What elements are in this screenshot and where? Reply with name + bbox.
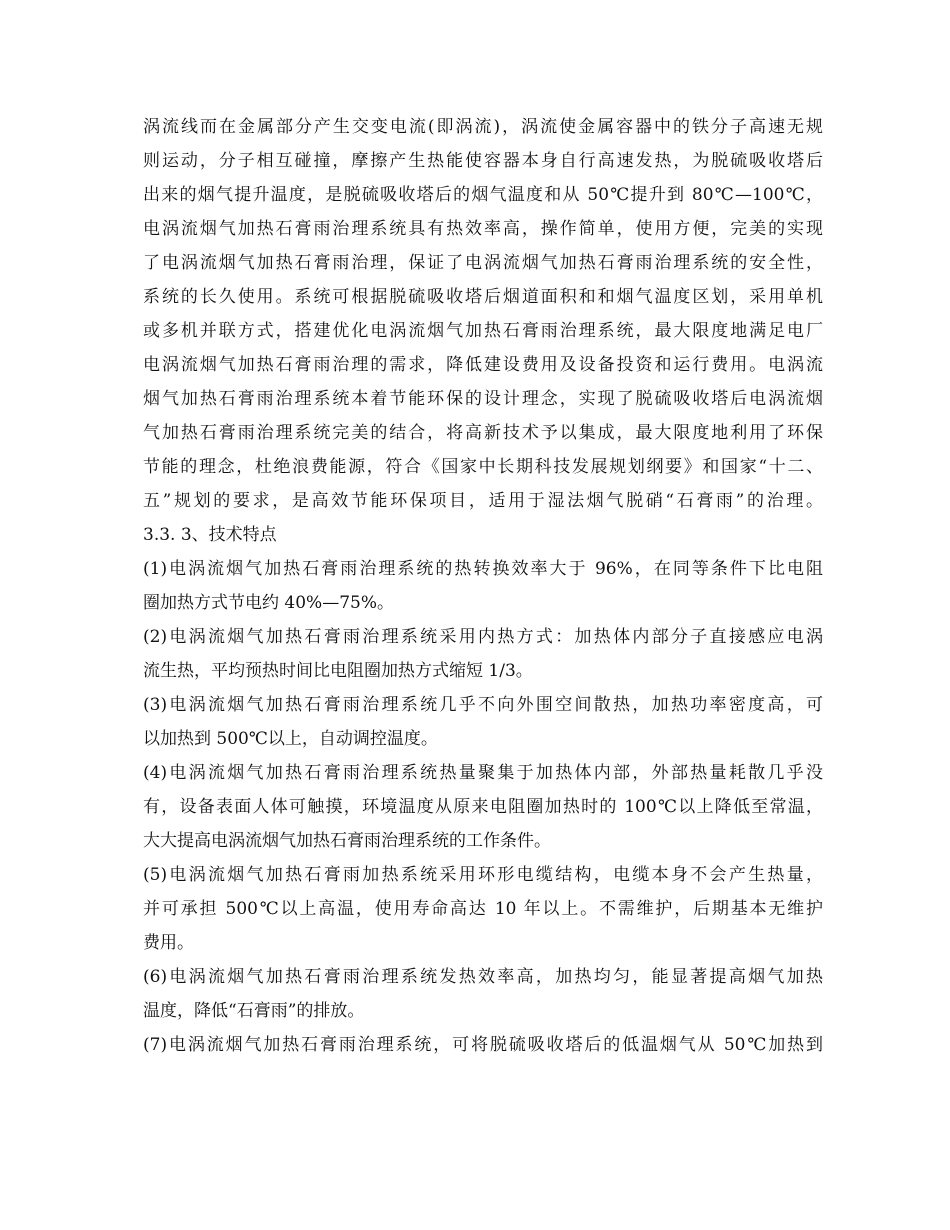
text-line: 或多机并联方式，搭建优化电涡流烟气加热石膏雨治理系统，最大限度地满足电厂 bbox=[143, 321, 823, 341]
text-line: (7)电涡流烟气加热石膏雨治理系统，可将脱硫吸收塔后的低温烟气从 50℃加热到 bbox=[143, 1035, 823, 1055]
text-line: (3)电涡流烟气加热石膏雨治理系统几乎不向外围空间散热，加热功率密度高，可 bbox=[143, 695, 823, 715]
text-line: 烟气加热石膏雨治理系统本着节能环保的设计理念，实现了脱硫吸收塔后电涡流烟 bbox=[143, 389, 823, 409]
text-line: 电涡流烟气加热石膏雨治理系统具有热效率高，操作简单，使用方便，完美的实现 bbox=[143, 219, 823, 239]
text-line: 节能的理念，杜绝浪费能源，符合《国家中长期科技发展规划纲要》和国家“十二、 bbox=[143, 457, 823, 477]
text-line: 温度，降低“石膏雨”的排放。 bbox=[143, 1001, 365, 1021]
text-line: (1)电涡流烟气加热石膏雨治理系统的热转换效率大于 96%，在同等条件下比电阻 bbox=[143, 559, 823, 579]
text-line: 流生热，平均预热时间比电阻圈加热方式缩短 1/3。 bbox=[143, 661, 533, 681]
text-line: 电涡流烟气加热石膏雨治理的需求，降低建设费用及设备投资和运行费用。电涡流 bbox=[143, 355, 823, 375]
text-line: 出来的烟气提升温度，是脱硫吸收塔后的烟气温度和从 50℃提升到 80℃—100℃， bbox=[143, 185, 823, 205]
text-line: 了电涡流烟气加热石膏雨治理，保证了电涡流烟气加热石膏雨治理系统的安全性， bbox=[143, 253, 823, 273]
text-line: 则运动，分子相互碰撞，摩擦产生热能使容器本身自行高速发热，为脱硫吸收塔后 bbox=[143, 151, 823, 171]
text-line: (2)电涡流烟气加热石膏雨治理系统采用内热方式：加热体内部分子直接感应电涡 bbox=[143, 627, 823, 647]
text-line: 圈加热方式节电约 40%—75%。 bbox=[143, 593, 394, 613]
text-line: 涡流线而在金属部分产生交变电流(即涡流)，涡流使金属容器中的铁分子高速无规 bbox=[143, 117, 823, 137]
text-line: 3.3. 3、技术特点 bbox=[143, 525, 277, 545]
text-line: 五”规划的要求，是高效节能环保项目，适用于湿法烟气脱硝“石膏雨”的治理。 bbox=[143, 491, 823, 511]
text-line: 费用。 bbox=[143, 933, 194, 953]
text-line: (4)电涡流烟气加热石膏雨治理系统热量聚集于加热体内部，外部热量耗散几乎没 bbox=[143, 763, 823, 783]
text-line: 系统的长久使用。系统可根据脱硫吸收塔后烟道面积和和烟气温度区划，采用单机 bbox=[143, 287, 823, 307]
text-line: 大大提高电涡流烟气加热石膏雨治理系统的工作条件。 bbox=[143, 831, 551, 851]
text-line: (5)电涡流烟气加热石膏雨加热系统采用环形电缆结构，电缆本身不会产生热量， bbox=[143, 865, 823, 885]
document-body bbox=[143, 110, 823, 1062]
text-line: 并可承担 500℃以上高温，使用寿命高达 10 年以上。不需维护，后期基本无维护 bbox=[143, 899, 823, 919]
text-line: (6)电涡流烟气加热石膏雨治理系统发热效率高，加热均匀，能显著提高烟气加热 bbox=[143, 967, 823, 987]
text-line: 有，设备表面人体可触摸，环境温度从原来电阻圈加热时的 100℃以上降低至常温， bbox=[143, 797, 823, 817]
text-line: 气加热石膏雨治理系统完美的结合，将高新技术予以集成，最大限度地利用了环保 bbox=[143, 423, 823, 443]
text-line: 以加热到 500℃以上，自动调控温度。 bbox=[143, 729, 438, 749]
